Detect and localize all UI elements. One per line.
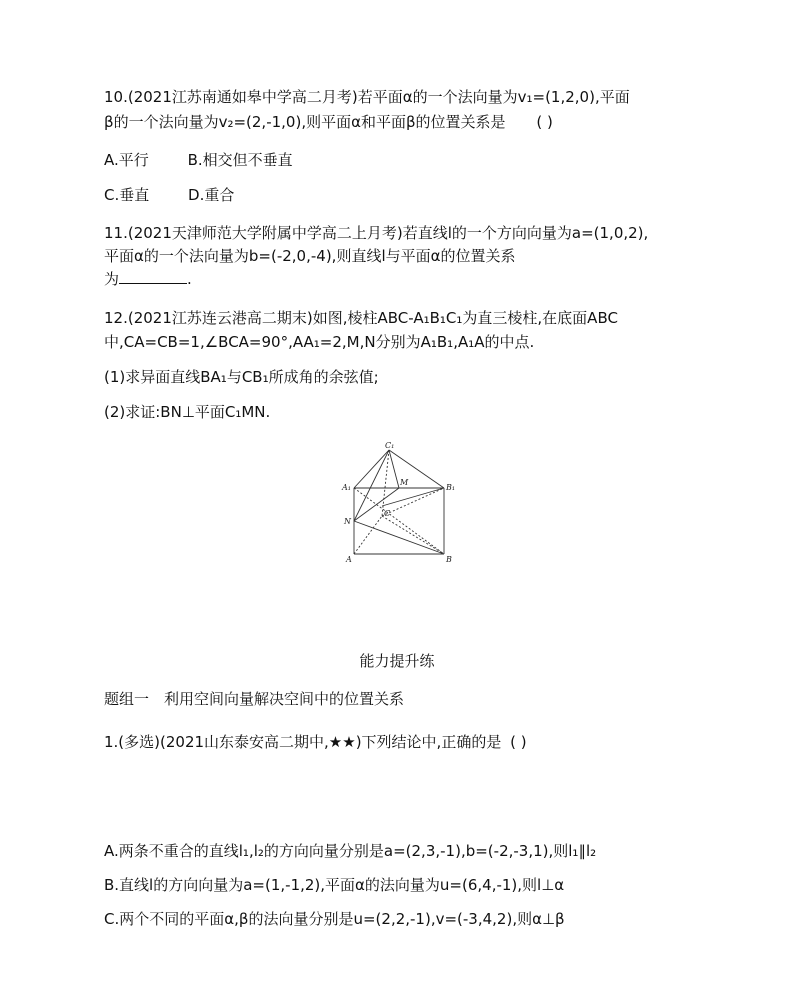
- prism-figure: [334, 442, 474, 572]
- q11-line3-suffix: .: [187, 270, 192, 288]
- q10-option-a: A.平行: [104, 151, 149, 169]
- q10-line2: [104, 111, 596, 133]
- p1-stem: 1.(多选)(2021山东泰安高二期中,★★)下列结论中,正确的是: [104, 733, 502, 751]
- q10-answer-paren: ( ): [536, 113, 553, 131]
- label-n: N: [344, 517, 351, 526]
- section-title: 能力提升练: [359, 652, 435, 670]
- q11-line3: [104, 268, 192, 290]
- q10-line2-text: β的一个法向量为v₂=(2,-1,0),则平面α和平面β的位置关系是: [104, 113, 506, 131]
- p1-option-c: C.两个不同的平面α,β的法向量分别是u=(2,2,-1),v=(-3,4,2),则α⊥β: [104, 910, 565, 928]
- label-c: C: [384, 509, 391, 518]
- label-m: M: [400, 478, 409, 487]
- label-b1: B₁: [446, 483, 456, 492]
- q12-line2: 中,CA=CB=1,∠BCA=90°,AA₁=2,M,N分别为A₁B₁,A₁A的中点.: [104, 333, 535, 351]
- q10-option-c: C.垂直: [104, 186, 150, 204]
- q11-line3-prefix: 为: [104, 270, 120, 288]
- q11-line2: 平面α的一个法向量为b=(-2,0,-4),则直线l与平面α的位置关系: [104, 247, 516, 265]
- q10-options-ab: [104, 149, 293, 171]
- label-c1: C₁: [385, 442, 395, 450]
- q10-line1: 10.(2021江苏南通如皋中学高二月考)若平面α的一个法向量为v₁=(1,2,0),平面: [104, 88, 630, 106]
- q11-line1: 11.(2021天津师范大学附属中学高二上月考)若直线l的一个方向向量为a=(1,0,2),: [104, 224, 649, 242]
- q10-option-d: D.重合: [188, 186, 235, 204]
- q12-line1: 12.(2021江苏连云港高二期末)如图,棱柱ABC-A₁B₁C₁为直三棱柱,在底面ABC: [104, 309, 618, 327]
- label-a1: A₁: [342, 483, 351, 492]
- label-a: A: [346, 555, 352, 564]
- p1-option-b: B.直线l的方向向量为a=(1,-1,2),平面α的法向量为u=(6,4,-1),则l⊥α: [104, 876, 565, 894]
- p1-stem-line: [104, 731, 570, 753]
- q10-options-cd: [104, 184, 234, 206]
- q10-option-b: B.相交但不垂直: [187, 151, 293, 169]
- q12-part2: (2)求证:BN⊥平面C₁MN.: [104, 403, 271, 421]
- q12-part1: (1)求异面直线BA₁与CB₁所成角的余弦值;: [104, 368, 379, 386]
- label-b: B: [446, 555, 452, 564]
- q11-answer-blank: [119, 269, 187, 284]
- group-heading: 题组一 利用空间向量解决空间中的位置关系: [104, 690, 405, 708]
- p1-option-a: A.两条不重合的直线l₁,l₂的方向向量分别是a=(2,3,-1),b=(-2,-3,1),则l₁∥l₂: [104, 842, 597, 860]
- p1-answer-paren: ( ): [510, 733, 527, 751]
